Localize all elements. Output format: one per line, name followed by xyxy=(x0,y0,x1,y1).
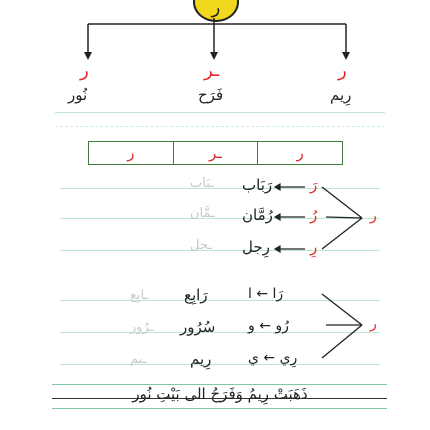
tree-form-left: ر xyxy=(80,60,89,81)
practice-word: ـرُور xyxy=(130,320,154,335)
practice-word: ـمَّان xyxy=(190,206,215,221)
guide-line xyxy=(55,126,385,127)
group1-word: رُمَّان xyxy=(242,206,273,224)
group2-arrows xyxy=(0,280,430,390)
tree-word-middle: فَرَح xyxy=(198,86,224,104)
practice-word: ـبَاب xyxy=(190,176,214,191)
letters-table xyxy=(88,141,343,165)
letters-table-cell: ر xyxy=(89,142,174,164)
guide-line xyxy=(55,112,385,113)
group1-syllable: رِ xyxy=(310,238,318,256)
group2-side-letter: ر xyxy=(370,316,377,332)
tree-form-right: ر xyxy=(338,60,347,81)
group1-arrows xyxy=(0,170,430,270)
letters-table-cell: ر xyxy=(296,144,304,162)
group2-word: رِيم xyxy=(190,350,212,368)
group1-word: رِجل xyxy=(242,238,270,256)
practice-word: ـيم xyxy=(130,352,147,367)
group1-word: رَبَاب xyxy=(242,176,273,194)
practice-word: ـجل xyxy=(190,238,213,253)
group1-syllable: رُ xyxy=(310,206,318,224)
group2-chain: رُو ← و xyxy=(248,318,289,334)
group2-word: رَابِع xyxy=(184,286,208,304)
tree-word-right: رِيم xyxy=(330,86,352,104)
group2-word: سُرُور xyxy=(180,318,216,336)
group1-syllable: رَ xyxy=(310,176,318,194)
bottom-sentence: ذَهَبَتْ رِيمُ وَفَرَحُ الى بَيْتِ نُور xyxy=(132,385,308,403)
group2-chain: رَا ← ا xyxy=(248,286,284,302)
group1-side-letter: ر xyxy=(370,208,377,224)
header-letter: ر xyxy=(211,0,221,18)
letters-table-cell: ـر xyxy=(174,142,259,164)
group2-chain: رِي ← ي xyxy=(248,350,298,366)
practice-word: ـابِع xyxy=(130,288,149,303)
guide-line xyxy=(52,408,387,409)
tree-form-middle: ـر xyxy=(204,60,220,81)
tree-word-left: نُور xyxy=(68,86,88,104)
